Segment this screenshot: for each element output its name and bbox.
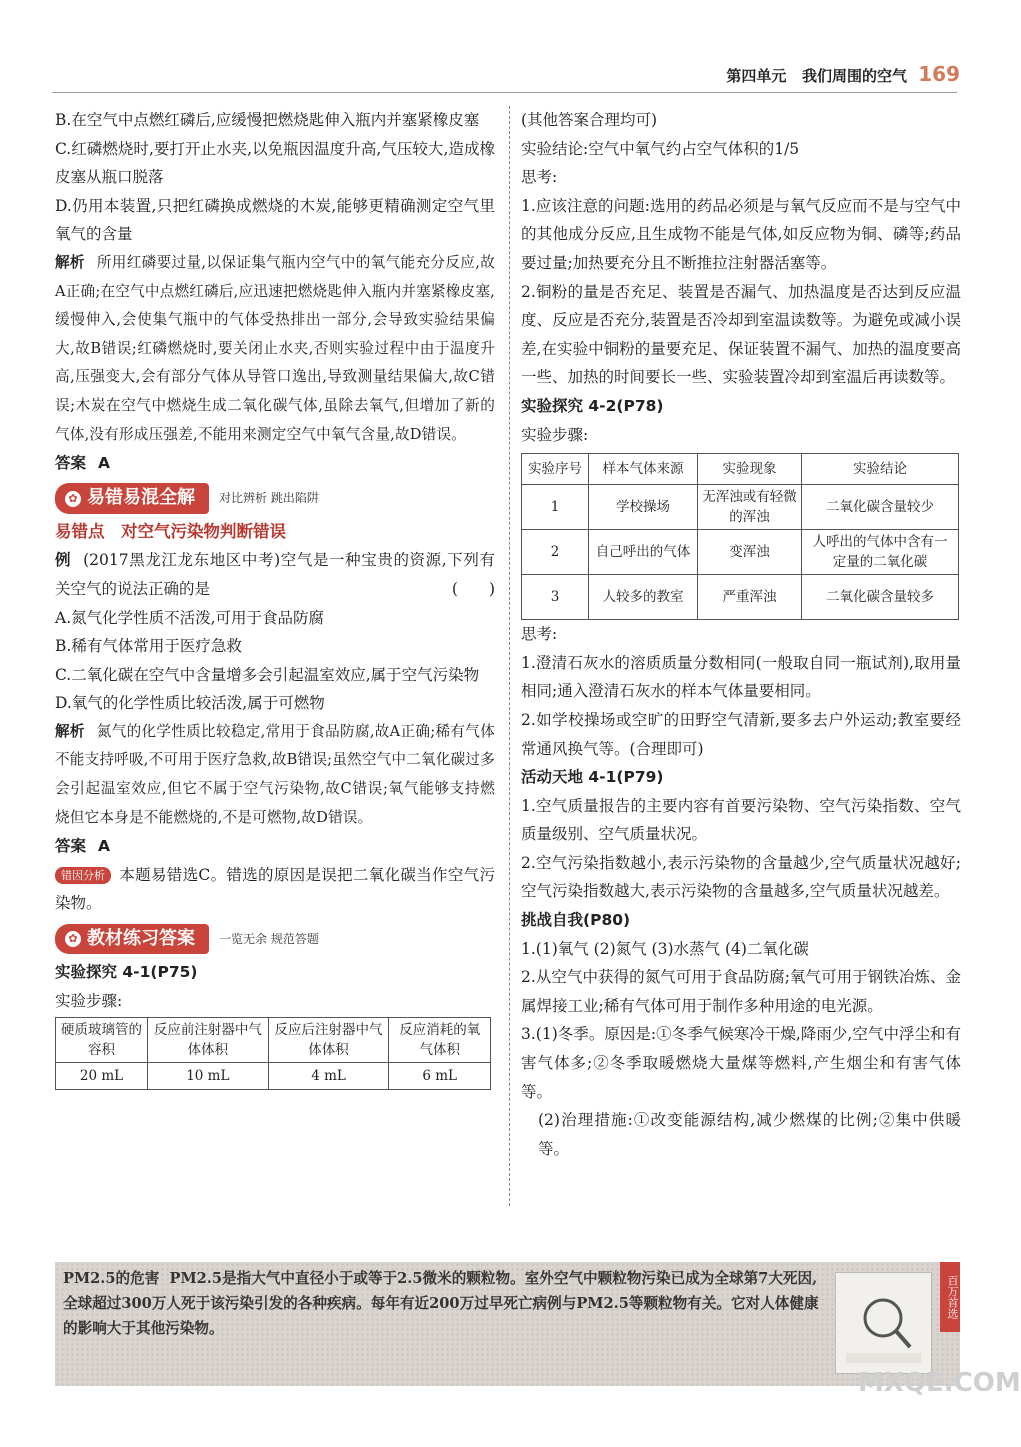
table-cell: 10 mL — [147, 1063, 268, 1090]
table-cell: 无浑浊或有轻微的浑浊 — [698, 485, 802, 530]
table-cell: 二氧化碳含量较少 — [802, 485, 959, 530]
column-divider — [509, 106, 510, 1206]
table-cell: 人较多的教室 — [589, 575, 698, 620]
table-row — [522, 530, 959, 575]
pm25-text: PM2.5是指大气中直径小于或等于2.5微米的颗粒物。室外空气中颗粒物污染已成为全球第7大死因,全球超过300万人死于该污染引发的各种疾病。每年有近200万过早死亡病例与PM2.5等颗粒物有关。它对人体健康的影响大于其他污染物。 — [63, 1270, 819, 1337]
challenge-3: 3.(1)冬季。原因是:①冬季气候寒冷干燥,降雨少,空气中浮尘和有害气体多;②冬季取暖燃烧大量煤等燃料,产生烟尘和有害气体等。 — [521, 1025, 961, 1101]
analysis2-block — [55, 718, 495, 832]
banner2-title-box — [55, 924, 209, 955]
example-option-b: B.稀有气体常用于医疗急救 — [55, 637, 242, 656]
answer-block — [55, 449, 495, 478]
table-cell: 变浑浊 — [698, 530, 802, 575]
flower-icon: ✿ — [65, 931, 81, 947]
pm25-info-box — [55, 1262, 960, 1386]
option-b: B.在空气中点燃红磷后,应缓慢把燃烧匙伸入瓶内并塞紧橡皮塞 — [55, 111, 480, 129]
example-option-d: D.氧气的化学性质比较活泼,属于可燃物 — [55, 694, 325, 713]
banner2-title: 教材练习答案 — [87, 927, 195, 949]
activity-2: 2.空气污染指数越小,表示污染物的含量越少,空气质量状况越好;空气污染指数越大,表示污染物的含量越多,空气质量状况越差。 — [521, 853, 961, 901]
exp1-conclusion: 实验结论:空气中氧气约占空气体积的1/5 — [521, 139, 800, 158]
example-question — [55, 546, 495, 603]
table-header-cell: 硬质玻璃管的容积 — [56, 1018, 148, 1063]
exp2-title: 实验探究 4-2(P78) — [521, 396, 664, 415]
think-3: 1.澄清石灰水的溶质质量分数相同(一般取自同一瓶试剂),取用量相同;通入澄清石灰水的样本气体量要相同。 — [521, 653, 961, 701]
table-header-row — [56, 1018, 491, 1063]
exp2-steps-label: 实验步骤: — [521, 425, 589, 444]
page-header — [726, 62, 960, 86]
challenge-3-2: (2)治理措施:①改变能源结构,减少燃煤的比例;②集中供暖等。 — [538, 1111, 961, 1158]
exp1-title: 实验探究 4-1(P75) — [55, 963, 198, 982]
other-answers-note: (其他答案合理均可) — [521, 111, 658, 129]
think-4: 2.如学校操场或空旷的田野空气清新,要多去户外运动;教室要经常通风换气等。(合理即可) — [521, 710, 961, 758]
banner-common-errors — [55, 484, 495, 514]
page-number: 169 — [918, 62, 960, 86]
table-cell: 2 — [522, 530, 589, 575]
think-2: 2.铜粉的量是否充足、装置是否漏气、加热温度是否达到反应温度、反应是否充分,装置是否冷却到室温读数等。为避免或减小误差,在实验中铜粉的量要充足、保证装置不漏气、加热的温度要高一些、加热的时间要长一些、实验装置冷却到室温后再读数等。 — [521, 282, 961, 387]
unit-label: 第四单元 — [726, 67, 787, 85]
activity-1: 1.空气质量报告的主要内容有首要污染物、空气污染指数、空气质量级别、空气质量状况。 — [521, 796, 961, 844]
answer-value: A — [98, 454, 111, 473]
book-cover-image — [835, 1272, 932, 1374]
example-option-c: C.二氧化碳在空气中含量增多会引起温室效应,属于空气污染物 — [55, 665, 480, 684]
example-option-a: A.氮气化学性质不活泼,可用于食品防腐 — [55, 608, 325, 627]
table-row — [522, 575, 959, 620]
table-header-cell: 反应消耗的氧气体积 — [389, 1018, 491, 1063]
pm25-title: PM2.5的危害 — [63, 1270, 160, 1287]
example-label: 例 — [55, 551, 72, 570]
analysis-label: 解析 — [55, 253, 85, 271]
activity-title: 活动天地 4-1(P79) — [521, 768, 664, 787]
table-cell: 3 — [522, 575, 589, 620]
table-cell: 6 mL — [389, 1063, 491, 1090]
error-point-title: 易错点 对空气污染物判断错误 — [55, 521, 286, 541]
table-header-cell: 样本气体来源 — [589, 454, 698, 485]
unit-title: 我们周围的空气 — [802, 67, 908, 85]
right-column — [521, 106, 961, 1163]
think-1: 1.应该注意的问题:选用的药品必须是与氧气反应而不是与空气中的其他成分反应,且生成物不能是气体,如反应物为铜、磷等;药品要过量;加热要充分且不断推拉注射器活塞等。 — [521, 196, 961, 272]
banner-title-box — [55, 483, 209, 514]
pm25-text-block — [63, 1266, 828, 1341]
banner-textbook-answers — [55, 924, 495, 954]
table-header-cell: 反应后注射器中气体体积 — [268, 1018, 389, 1063]
exp2-table — [521, 453, 959, 620]
table-header-row — [522, 454, 959, 485]
answer-label: 答案 — [55, 454, 87, 473]
table-header-cell: 实验现象 — [698, 454, 802, 485]
banner2-subtitle: 一览无余 规范答题 — [219, 931, 319, 946]
table-header-cell: 实验结论 — [802, 454, 959, 485]
analysis-text: 所用红磷要过量,以保证集气瓶内空气中的氧气能充分反应,故A正确;在空气中点燃红磷后,应迅速把燃烧匙伸入瓶内并塞紧橡皮塞,缓慢伸入,会使集气瓶中的气体受热排出一部分,会导致实验结果偏大,故B错误;红磷燃烧时,要关闭止水夹,否则实验过程中由于温度升高,压强变大,会有部分气体从导管口逸出,导致测量结果偏大,故C错误;木炭在空气中燃烧生成二氧化碳气体,虽除去氧气,但增加了新的气体,没有形成压强差,不能用来测定空气中氧气含量,故D错误。 — [55, 253, 495, 443]
challenge-1: 1.(1)氧气 (2)氮气 (3)水蒸气 (4)二氧化碳 — [521, 939, 809, 958]
error-analysis-tag: 错因分析 — [55, 867, 111, 884]
analysis2-label: 解析 — [55, 722, 85, 740]
table-cell: 1 — [522, 485, 589, 530]
option-c: C.红磷燃烧时,要打开止水夹,以免瓶因温度升高,气压较大,造成橡皮塞从瓶口脱落 — [55, 139, 495, 187]
table-cell: 自己呼出的气体 — [589, 530, 698, 575]
banner-title: 易错易混全解 — [87, 487, 195, 509]
table-cell: 4 mL — [268, 1063, 389, 1090]
left-column — [55, 106, 495, 1090]
exp1-steps-label: 实验步骤: — [55, 991, 123, 1010]
challenge-2: 2.从空气中获得的氮气可用于食品防腐;氧气可用于钢铁冶炼、金属焊接工业;稀有气体可用于制作多种用途的电光源。 — [521, 968, 961, 1015]
table-cell: 20 mL — [56, 1063, 148, 1090]
option-d: D.仍用本装置,只把红磷换成燃烧的木炭,能够更精确测定空气里氧气的含量 — [55, 196, 495, 244]
answer2-block — [55, 832, 495, 861]
table-header-cell: 实验序号 — [522, 454, 589, 485]
table-row — [56, 1063, 491, 1090]
analysis2-text: 氮气的化学性质比较稳定,常用于食品防腐,故A正确;稀有气体不能支持呼吸,不可用于医疗急救,故B错误;虽然空气中二氧化碳过多会引起温室效应,但它不属于空气污染物,故C错误;氧气能够支持燃烧但它本身是不能燃烧的,不是可燃物,故D错误。 — [55, 722, 495, 826]
example-text: (2017黑龙江龙东地区中考)空气是一种宝贵的资源,下列有关空气的说法正确的是 — [55, 551, 495, 598]
book-cover-icon — [836, 1273, 931, 1373]
table-cell: 人呼出的气体中含有一定量的二氧化碳 — [802, 530, 959, 575]
example-bracket: ( ) — [451, 579, 495, 598]
think-label: 思考: — [521, 168, 558, 187]
exp1-table — [55, 1017, 491, 1090]
error-analysis-text: 本题易错选C。错选的原因是误把二氧化碳当作空气污染物。 — [55, 865, 495, 913]
answer2-value: A — [98, 837, 111, 856]
table-cell: 二氧化碳含量较多 — [802, 575, 959, 620]
answer2-label: 答案 — [55, 837, 87, 856]
banner-subtitle: 对比辨析 跳出陷阱 — [219, 491, 319, 506]
think-label-2: 思考: — [521, 625, 558, 644]
watermark: MXQE.COM — [858, 1368, 1021, 1398]
table-cell: 严重浑浊 — [698, 575, 802, 620]
table-cell: 学校操场 — [589, 485, 698, 530]
analysis-block — [55, 249, 495, 449]
header-rule — [52, 92, 957, 93]
side-tab: 百万首选 — [940, 1262, 960, 1332]
table-header-cell: 反应前注射器中气体体积 — [147, 1018, 268, 1063]
challenge-title: 挑战自我(P80) — [521, 911, 631, 930]
flower-icon: ✿ — [65, 491, 81, 507]
table-row — [522, 485, 959, 530]
error-analysis — [55, 861, 495, 918]
